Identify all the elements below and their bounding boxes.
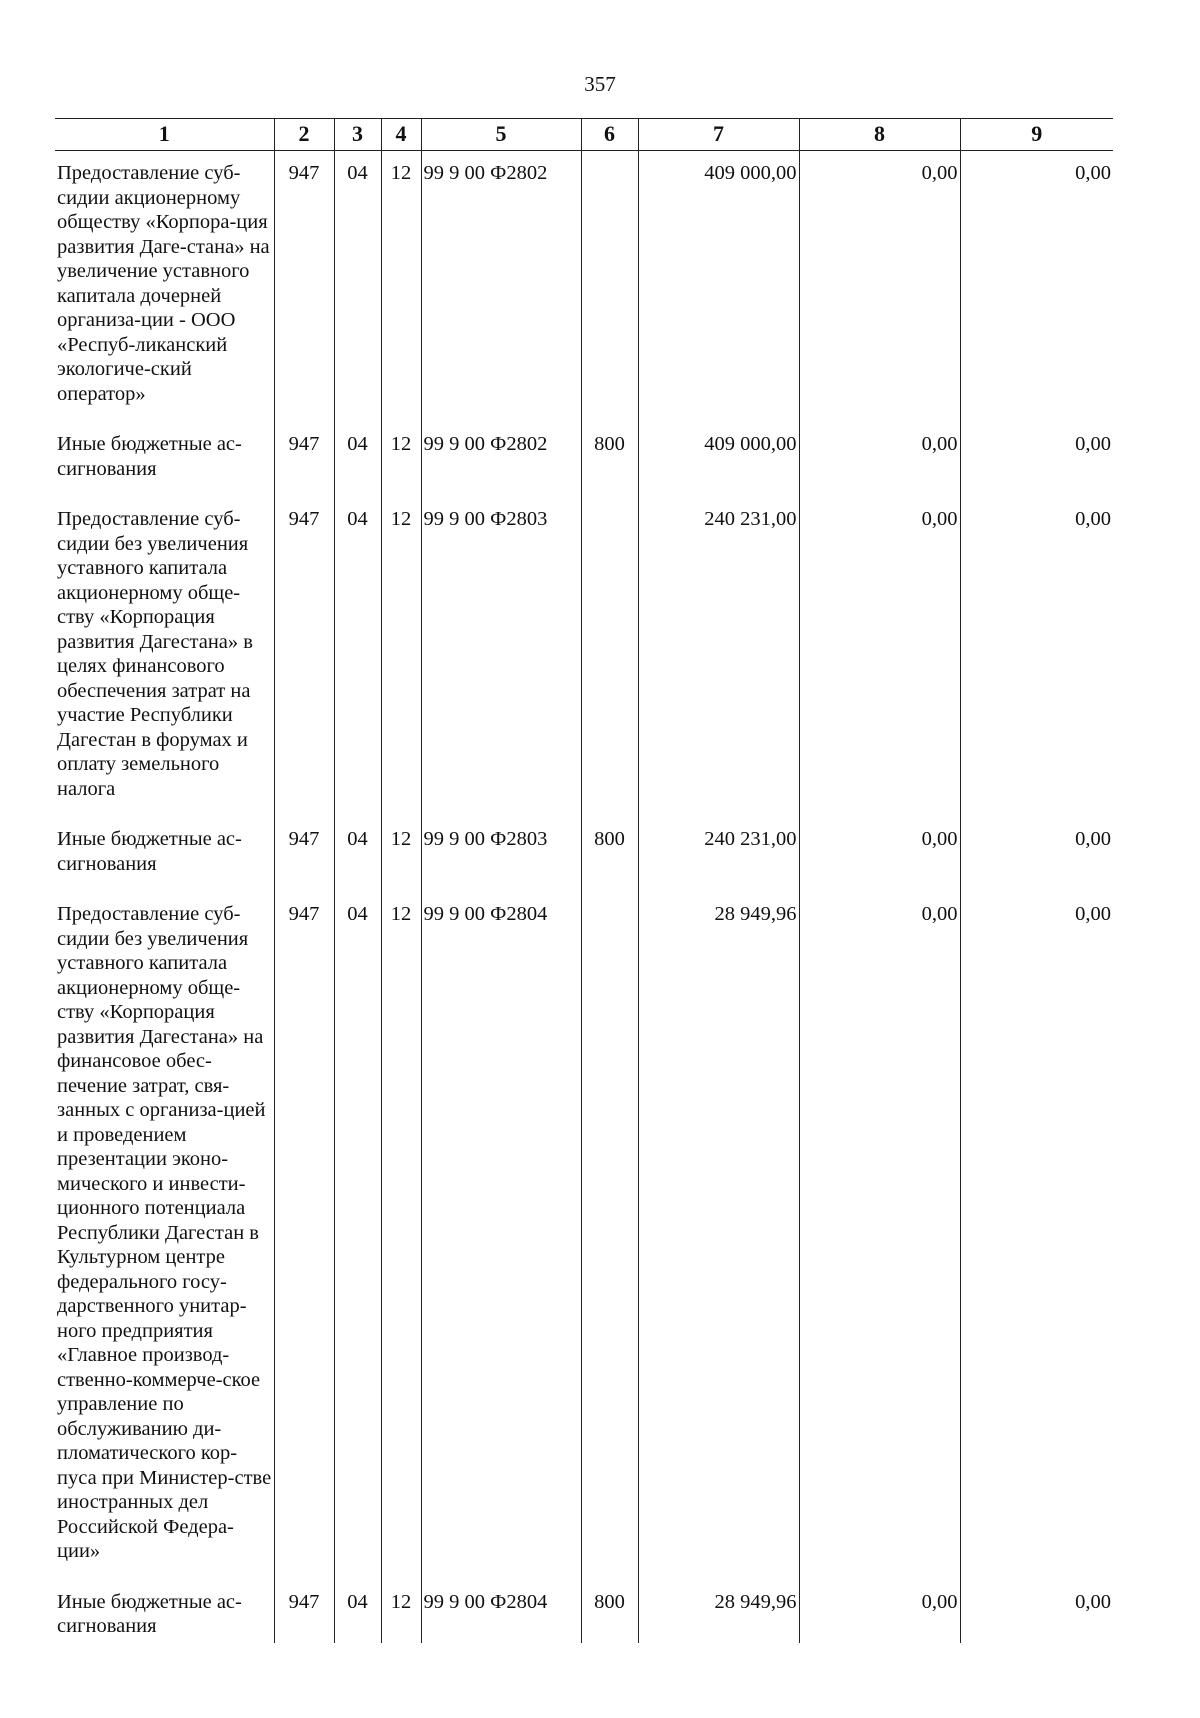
row-sum-col9: 0,00 xyxy=(960,1580,1113,1643)
row-expense-type: 800 xyxy=(581,1580,638,1643)
row-name: Предоставление суб-сидии без увеличения уставного капитала акционерному обще-ству «Корпорация развития Дагестана» в целях финансового обеспечения затрат на участие Республики Дагестан в форумах и оплату земельного налога xyxy=(57,508,253,800)
row-subsection: 12 xyxy=(381,892,421,1580)
column-header-5: 5 xyxy=(421,119,581,151)
row-grbs: 947 xyxy=(274,1580,334,1643)
row-sum-col9: 0,00 xyxy=(960,892,1113,1580)
row-sum-col9: 0,00 xyxy=(960,422,1113,497)
row-name: Предоставление суб-сидии без увеличения уставного капитала акционерному обще-ству «Корпорация развития Дагестана» на финансовое обес-печение затрат, свя-занных с организа-цией и проведением презентации эконо-мического и инвести-ционного потенциала Республики Дагестан в Культурном центре федерального госу-дарственного унитар-ного предприятия «Главное производ-ственно-коммерче-ское управление по обслуживанию ди-пломатического кор-пуса при Министер-стве иностранных дел Российской Федера-ции» xyxy=(57,903,272,1562)
row-section: 04 xyxy=(334,497,381,817)
column-header-8: 8 xyxy=(799,119,960,151)
row-target-article: 99 9 00 Ф2804 xyxy=(421,892,581,1580)
row-sum-col9: 0,00 xyxy=(960,817,1113,892)
row-grbs: 947 xyxy=(274,817,334,892)
row-expense-type xyxy=(581,151,638,423)
column-header-4: 4 xyxy=(381,119,421,151)
row-name: Иные бюджетные ас-сигнования xyxy=(57,828,242,875)
column-header-7: 7 xyxy=(638,119,799,151)
row-sum-col7: 409 000,00 xyxy=(638,422,799,497)
column-header-2: 2 xyxy=(274,119,334,151)
row-subsection: 12 xyxy=(381,497,421,817)
row-expense-type xyxy=(581,497,638,817)
row-grbs: 947 xyxy=(274,892,334,1580)
row-target-article: 99 9 00 Ф2803 xyxy=(421,817,581,892)
row-sum-col7: 240 231,00 xyxy=(638,817,799,892)
row-target-article: 99 9 00 Ф2803 xyxy=(421,497,581,817)
row-name: Иные бюджетные ас-сигнования xyxy=(57,1590,242,1637)
row-sum-col9: 0,00 xyxy=(960,151,1113,423)
row-sum-col7: 240 231,00 xyxy=(638,497,799,817)
row-subsection: 12 xyxy=(381,151,421,423)
row-section: 04 xyxy=(334,1580,381,1643)
row-expense-type: 800 xyxy=(581,817,638,892)
column-header-1: 1 xyxy=(55,119,274,151)
table-row xyxy=(55,151,1113,423)
row-subsection: 12 xyxy=(381,1580,421,1643)
row-target-article: 99 9 00 Ф2802 xyxy=(421,422,581,497)
row-sum-col8: 0,00 xyxy=(799,817,960,892)
row-name: Иные бюджетные ас-сигнования xyxy=(57,433,242,480)
row-sum-col8: 0,00 xyxy=(799,892,960,1580)
table-row xyxy=(55,892,1113,1580)
row-sum-col8: 0,00 xyxy=(799,1580,960,1643)
table-row xyxy=(55,497,1113,817)
column-header-3: 3 xyxy=(334,119,381,151)
row-subsection: 12 xyxy=(381,817,421,892)
row-grbs: 947 xyxy=(274,151,334,423)
page-number: 357 xyxy=(584,72,616,96)
table-row xyxy=(55,422,1113,497)
row-section: 04 xyxy=(334,422,381,497)
row-grbs: 947 xyxy=(274,497,334,817)
row-sum-col8: 0,00 xyxy=(799,422,960,497)
row-section: 04 xyxy=(334,892,381,1580)
table-header-row xyxy=(55,119,1113,151)
row-name: Предоставление суб-сидии акционерному обществу «Корпора-ция развития Даге-стана» на увеличение уставного капитала дочерней организа-ции - ООО «Респуб-ликанский экологиче-ский оператор» xyxy=(57,162,270,405)
row-sum-col7: 28 949,96 xyxy=(638,892,799,1580)
column-header-6: 6 xyxy=(581,119,638,151)
row-target-article: 99 9 00 Ф2802 xyxy=(421,151,581,423)
table-row xyxy=(55,1580,1113,1643)
row-section: 04 xyxy=(334,151,381,423)
row-sum-col8: 0,00 xyxy=(799,497,960,817)
row-sum-col9: 0,00 xyxy=(960,497,1113,817)
row-section: 04 xyxy=(334,817,381,892)
row-sum-col7: 409 000,00 xyxy=(638,151,799,423)
budget-table xyxy=(55,118,1113,1643)
column-header-9: 9 xyxy=(960,119,1113,151)
table-row xyxy=(55,817,1113,892)
row-grbs: 947 xyxy=(274,422,334,497)
row-target-article: 99 9 00 Ф2804 xyxy=(421,1580,581,1643)
row-expense-type xyxy=(581,892,638,1580)
row-expense-type: 800 xyxy=(581,422,638,497)
row-sum-col8: 0,00 xyxy=(799,151,960,423)
row-subsection: 12 xyxy=(381,422,421,497)
row-sum-col7: 28 949,96 xyxy=(638,1580,799,1643)
